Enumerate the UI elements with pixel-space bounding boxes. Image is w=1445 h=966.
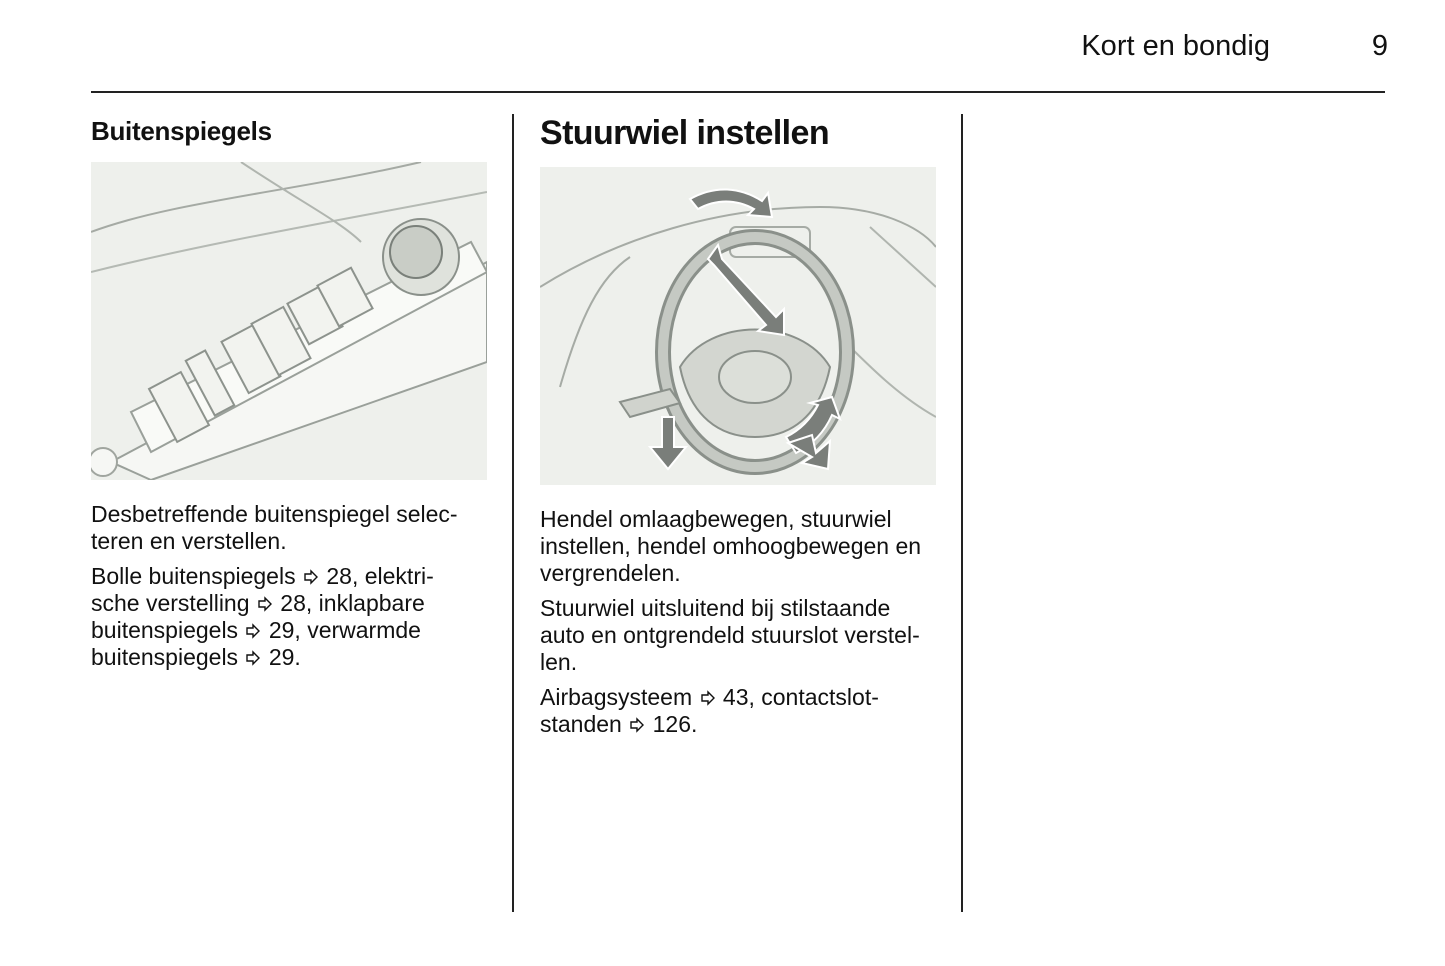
text-line: standen (540, 711, 629, 737)
section-heading-buitenspiegels: Buitenspiegels (91, 116, 272, 146)
text-line: buitenspiegels (91, 644, 245, 670)
text-line: vergrendelen. (540, 560, 681, 586)
page-reference-link[interactable]: 28, elektri- (319, 563, 434, 589)
paragraph-lever-instructions (540, 506, 945, 587)
text-line: buitenspiegels (91, 617, 245, 643)
page-reference-arrow-icon[interactable] (256, 590, 274, 617)
column-divider-right (961, 114, 963, 912)
page-reference-arrow-icon[interactable] (244, 644, 262, 671)
page-reference-link[interactable]: 126. (646, 711, 698, 737)
steering-wheel-drawing (540, 167, 936, 485)
chapter-title: Kort en bondig (1081, 30, 1270, 62)
page-reference-link[interactable]: 29. (262, 644, 301, 670)
page-reference-link[interactable]: 28, inklapbare (273, 590, 425, 616)
section-title-stuurwiel: Stuurwiel instellen (540, 114, 829, 152)
paragraph-mirror-references (91, 563, 491, 671)
page-reference-arrow-icon[interactable] (628, 711, 646, 738)
paragraph-safety-note (540, 595, 945, 676)
page-reference-arrow-icon[interactable] (699, 684, 717, 711)
mirror-control-illustration (91, 162, 487, 480)
text-line: instellen, hendel omhoogbewegen en (540, 533, 922, 559)
header-rule (91, 91, 1385, 93)
column-divider-left (512, 114, 514, 912)
door-switch-panel-drawing (91, 162, 487, 480)
text-line: Desbetreffende buitenspiegel selec- (91, 501, 458, 527)
text-line: sche verstelling (91, 590, 256, 616)
text-line: auto en ontgrendeld stuurslot verstel- (540, 622, 920, 648)
steering-wheel-illustration (540, 167, 936, 485)
paragraph-airbag-references (540, 684, 945, 738)
page-reference-arrow-icon[interactable] (302, 563, 320, 590)
right-body-text (540, 506, 945, 746)
left-body-text (91, 501, 491, 679)
text-line: len. (540, 649, 578, 675)
page-reference-link[interactable]: 29, verwarmde (262, 617, 421, 643)
page-reference-arrow-icon[interactable] (244, 617, 262, 644)
text-line: Hendel omlaagbewegen, stuurwiel (540, 506, 892, 532)
text-line: teren en verstellen. (91, 528, 287, 554)
text-line: Bolle buitenspiegels (91, 563, 302, 589)
page-reference-link[interactable]: 43, contactslot- (716, 684, 879, 710)
text-line: Stuurwiel uitsluitend bij stilstaande (540, 595, 891, 621)
text-line: Airbagsysteem (540, 684, 699, 710)
page-number: 9 (1371, 30, 1388, 62)
paragraph-mirror-select (91, 501, 491, 555)
